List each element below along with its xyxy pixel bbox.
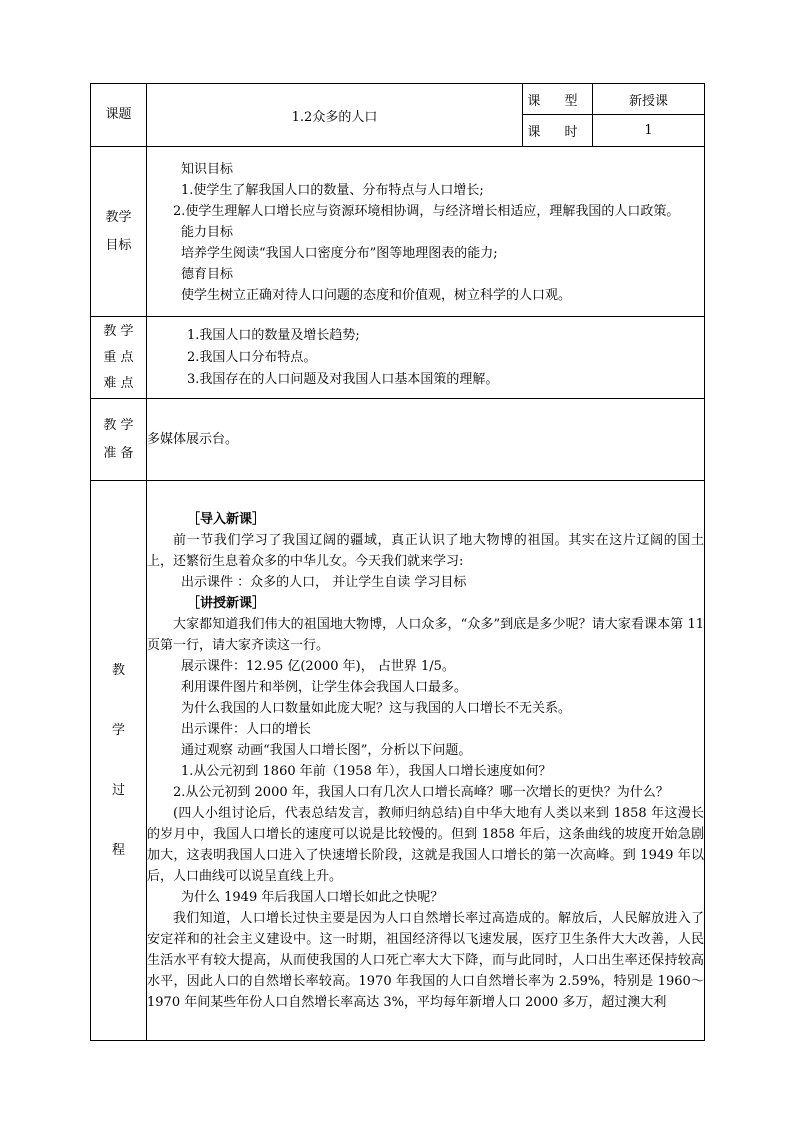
teach-paragraph: (四人小组讨论后，代表总结发言，教师归纳总结)自中华大地有人类以来到 1858 年这漫长的岁月中，我国人口增长的速度可以说是比较慢的。但到 1858 年后，这条曲线的坡度开始急剧加大，这表明我国人口进入了快速增长阶段，这就是我国人口增长的第一次高峰。到 1949 年以后，人口曲线可以说呈直线上升。 <box>147 806 704 884</box>
prep-label-line2: 准 备 <box>103 445 134 461</box>
topic-title: 1.2众多的人口 <box>147 84 523 147</box>
lesson-type-label: 课 型 <box>523 84 593 115</box>
teach-paragraph: 为什么我国的人口数量如此庞大呢？这与我国的人口增长不无关系。 <box>181 701 572 716</box>
prep-text: 多媒体展示台。 <box>147 432 239 447</box>
process-label-char: 过 <box>111 782 125 798</box>
goals-line: 使学生树立正确对待人口问题的态度和价值观，树立科学的人口观。 <box>181 288 572 303</box>
goals-line: 2.使学生理解人口增长应与资源环境相协调，与经济增长相适应，理解我国的人口政策。 <box>173 204 680 219</box>
process-content <box>147 481 705 1041</box>
goals-line: 能力目标 <box>181 225 234 240</box>
process-label-char: 教 <box>111 662 125 678</box>
teach-paragraph: 2.从公元初到 2000 年，我国人口有几次人口增长高峰？哪一次增长的更快？为什么？ <box>173 785 669 800</box>
intro-paragraph: 前一节我们学习了我国辽阔的疆域，真正认识了地大物博的祖国。其实在这片辽阔的国土上，还繁衍生息着众多的中华儿女。今天我们就来学习: <box>147 533 704 569</box>
teach-paragraph: 利用课件图片和举例，让学生体会我国人口最多。 <box>181 680 468 695</box>
goals-line: 培养学生阅读“我国人口密度分布”图等地理图表的能力; <box>181 246 498 261</box>
intro-paragraph: 出示课件 ：众多的人口， 并让学生自读 学习目标 <box>181 575 467 590</box>
teach-paragraph: 出示课件：人口的增长 <box>181 722 312 737</box>
prep-label-line1: 教 学 <box>103 417 134 433</box>
teach-paragraph: 1.从公元初到 1860 年前（1958 年），我国人口增长速度如何？ <box>181 764 552 779</box>
lesson-hours-label: 课 时 <box>523 115 593 147</box>
process-label-char: 程 <box>111 842 125 858</box>
goals-label <box>91 147 147 317</box>
goals-content <box>147 147 705 317</box>
keypoints-line: 2.我国人口分布特点。 <box>187 349 317 365</box>
teach-paragraph: 展示课件：12.95 亿(2000 年)， 占世界 1/5。 <box>181 659 455 674</box>
goals-label-line1: 教学 <box>105 209 132 225</box>
teach-heading: ［讲授新课］ <box>187 596 266 611</box>
prep-label <box>91 399 147 481</box>
goals-label-line2: 目标 <box>105 237 132 253</box>
goals-line: 德育目标 <box>181 267 234 282</box>
keypoints-label-line2: 重 点 <box>103 349 134 365</box>
keypoints-label-line1: 教 学 <box>103 323 134 339</box>
teach-paragraph: 大家都知道我们伟大的祖国地大物博，人口众多，“众多”到底是多少呢？请大家看课本第 11 页第一行，请大家齐读这一行。 <box>147 617 704 653</box>
keypoints-label <box>91 317 147 399</box>
lesson-type-value: 新授课 <box>593 84 705 115</box>
lesson-hours-value: 1 <box>593 115 705 147</box>
goals-line: 知识目标 <box>181 162 234 177</box>
prep-content <box>147 399 705 481</box>
keypoints-content <box>147 317 705 399</box>
lesson-plan-table <box>90 83 705 1041</box>
teach-paragraph: 通过观察 动画“我国人口增长图”，分析以下问题。 <box>181 743 472 758</box>
keypoints-line: 3.我国存在的人口问题及对我国人口基本国策的理解。 <box>187 371 499 387</box>
goals-line: 1.使学生了解我国人口的数量、分布特点与人口增长; <box>181 183 484 198</box>
keypoints-line: 1.我国人口的数量及增长趋势; <box>187 327 360 343</box>
teach-paragraph: 为什么 1949 年后我国人口增长如此之快呢？ <box>181 890 444 905</box>
keypoints-label-line3: 难 点 <box>103 375 134 391</box>
process-label <box>91 481 147 1041</box>
teach-paragraph: 我们知道，人口增长过快主要是因为人口自然增长率过高造成的。解放后，人民解放进入了安定祥和的社会主义建设中。这一时期，祖国经济得以飞速发展，医疗卫生条件大大改善，人民生活水平有较大提高，从而使我国的人口死亡率大大下降，而与此同时，人口出生率还保持较高水平，因此人口的自然增长率较高。1970 年我国的人口自然增长率为 2.59%，特别是 1960～1970 年间某些年份人口自然增长率高达 3%，平均每年新增人口 2000 多万，超过澳大利 <box>147 911 704 1010</box>
process-label-char: 学 <box>111 722 125 738</box>
topic-label: 课题 <box>91 84 147 147</box>
intro-heading: ［导入新课］ <box>187 512 266 527</box>
